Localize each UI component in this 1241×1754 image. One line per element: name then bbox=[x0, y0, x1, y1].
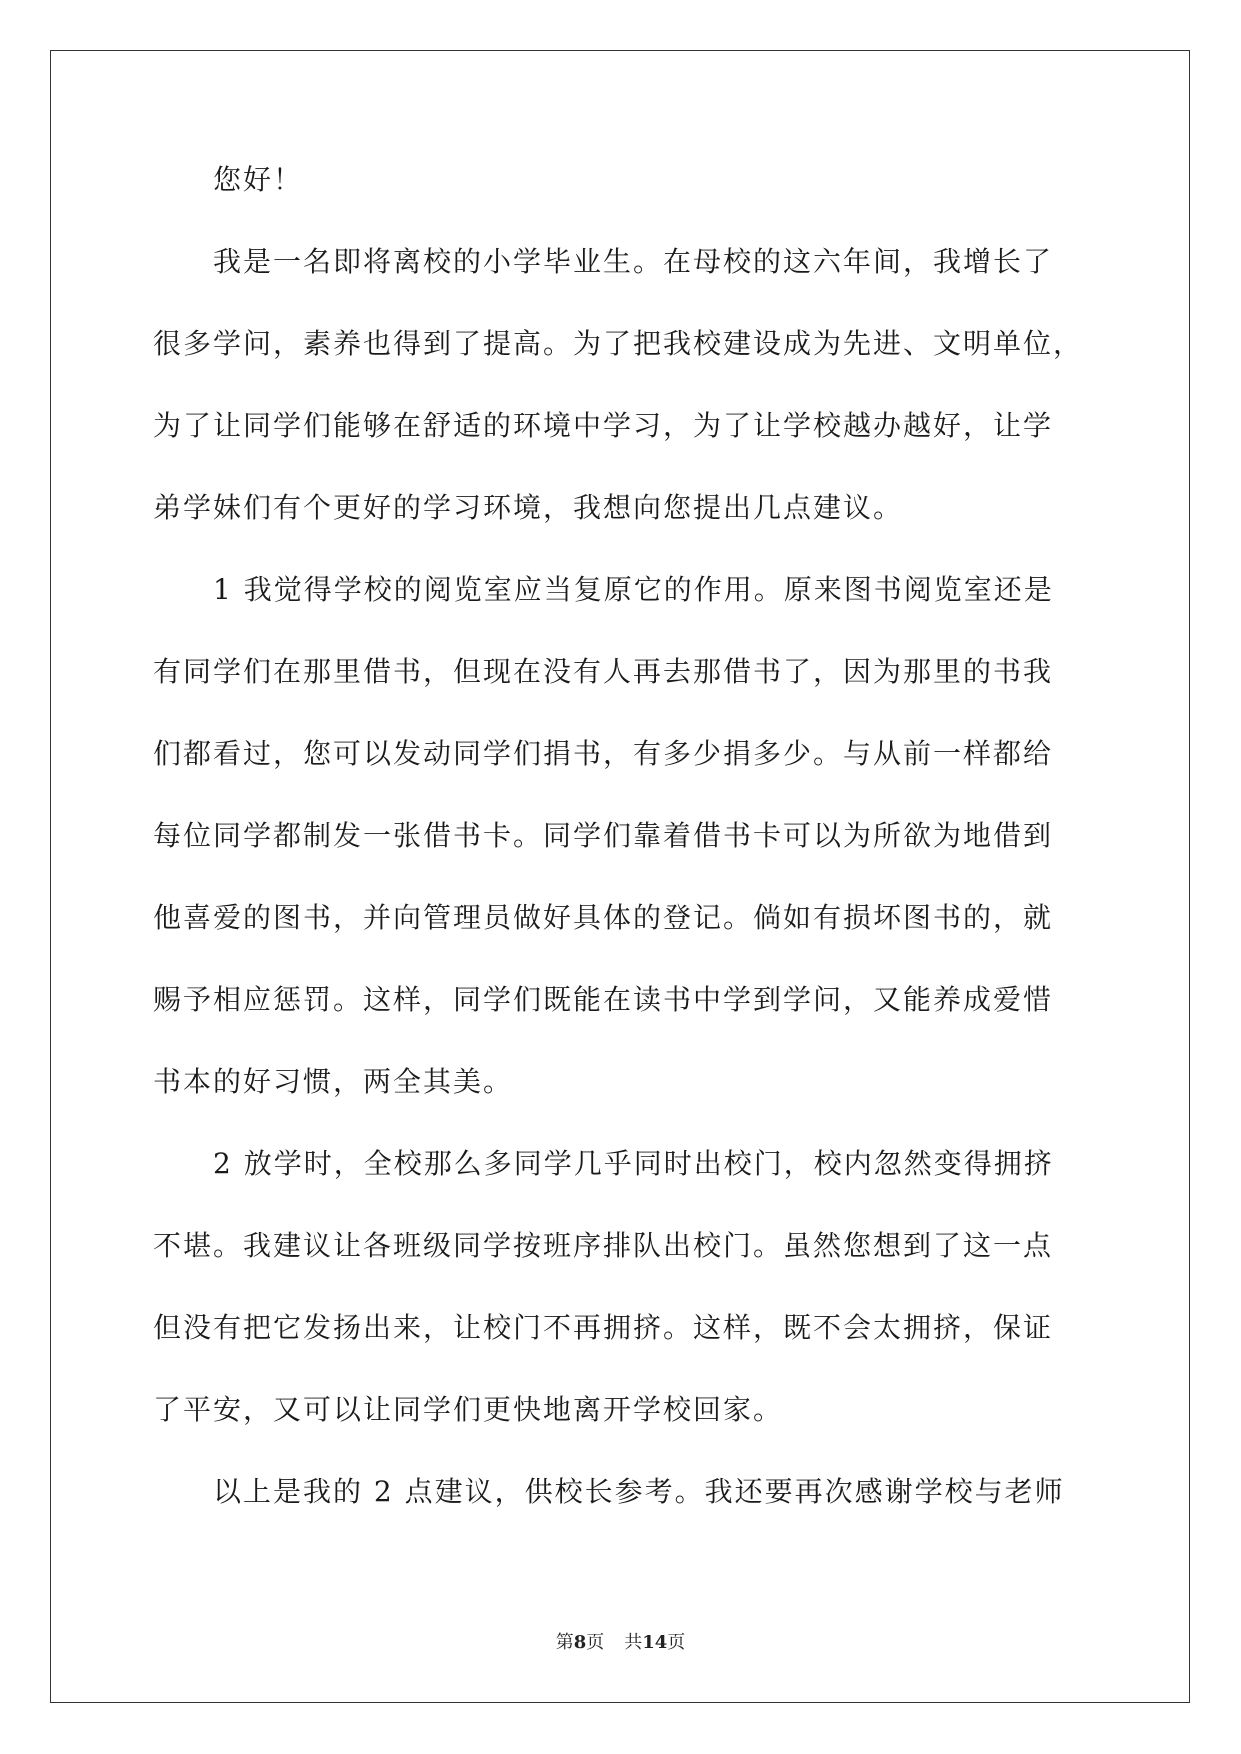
paragraph-line: 们都看过，您可以发动同学们捐书，有多少捐多少。与从前一样都给 bbox=[153, 737, 1054, 770]
letter-body bbox=[153, 155, 1093, 1549]
paragraph-line: 有同学们在那里借书，但现在没有人再去那借书了，因为那里的书我 bbox=[153, 655, 1054, 688]
greeting: 您好！ bbox=[213, 163, 304, 196]
paragraph-line: 很多学问，素养也得到了提高。为了把我校建设成为先进、文明单位， bbox=[153, 327, 1084, 360]
paragraph-line: 但没有把它发扬出来，让校门不再拥挤。这样，既不会太拥挤，保证 bbox=[153, 1311, 1054, 1344]
page-footer bbox=[0, 1628, 1241, 1654]
total-prefix: 共 bbox=[624, 1632, 643, 1653]
page-prefix: 第 bbox=[555, 1632, 574, 1653]
paragraph-line: 为了让同学们能够在舒适的环境中学习，为了让学校越办越好，让学 bbox=[153, 409, 1054, 442]
paragraph-line: 书本的好习惯，两全其美。 bbox=[153, 1065, 514, 1098]
paragraph-line: 以上是我的 2 点建议，供校长参考。我还要再次感谢学校与老师 bbox=[213, 1475, 1065, 1508]
paragraph-line: 我是一名即将离校的小学毕业生。在母校的这六年间，我增长了 bbox=[213, 245, 1054, 278]
paragraph-line: 他喜爱的图书，并向管理员做好具体的登记。倘如有损坏图书的，就 bbox=[153, 901, 1054, 934]
paragraph-line: 每位同学都制发一张借书卡。同学们靠着借书卡可以为所欲为地借到 bbox=[153, 819, 1054, 852]
total-pages: 14 bbox=[642, 1632, 668, 1653]
page-number: 8 bbox=[573, 1632, 587, 1653]
paragraph-line: 了平安，又可以让同学们更快地离开学校回家。 bbox=[153, 1393, 784, 1426]
paragraph-line: 2 放学时，全校那么多同学几乎同时出校门，校内忽然变得拥挤 bbox=[213, 1147, 1054, 1180]
paragraph-line: 1 我觉得学校的阅览室应当复原它的作用。原来图书阅览室还是 bbox=[213, 573, 1054, 606]
paragraph-line: 赐予相应惩罚。这样，同学们既能在读书中学到学问，又能养成爱惜 bbox=[153, 983, 1054, 1016]
paragraph-line: 弟学妹们有个更好的学习环境，我想向您提出几点建议。 bbox=[153, 491, 904, 524]
page-suffix: 页 bbox=[586, 1632, 605, 1653]
paragraph-line: 不堪。我建议让各班级同学按班序排队出校门。虽然您想到了这一点 bbox=[153, 1229, 1054, 1262]
total-suffix: 页 bbox=[667, 1632, 686, 1653]
